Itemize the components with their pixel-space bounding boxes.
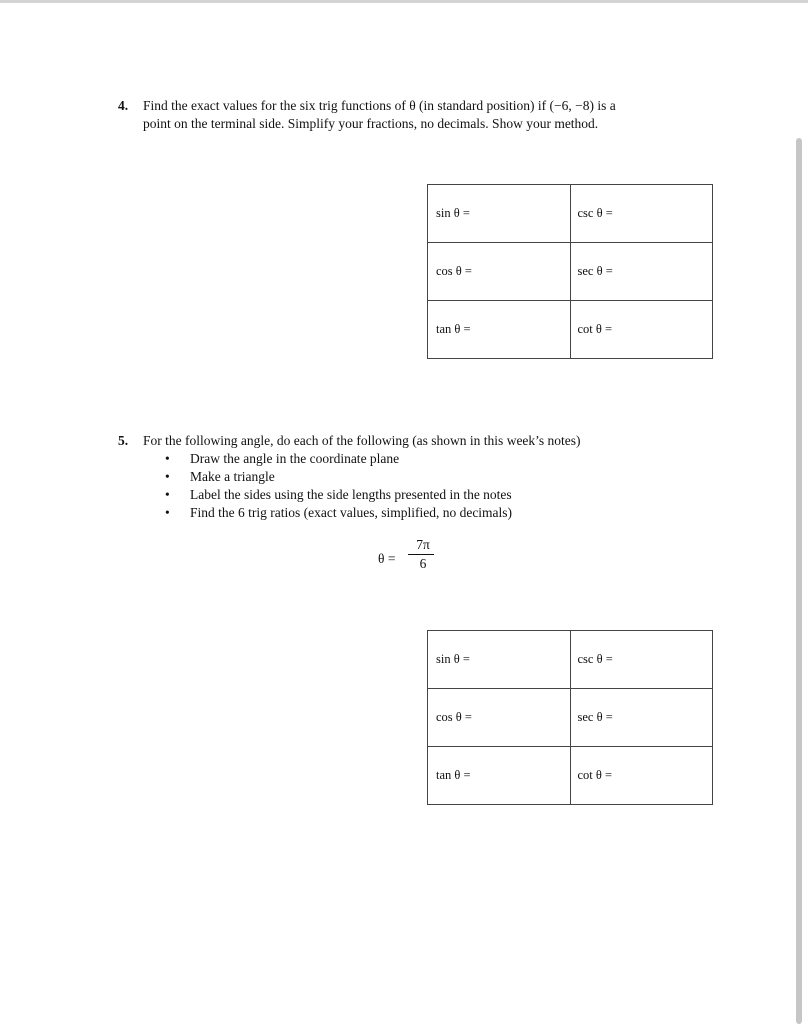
fraction-bar	[408, 554, 434, 555]
csc-cell[interactable]	[570, 631, 713, 689]
bullet-text: Label the sides using the side lengths presented in the notes	[190, 487, 512, 502]
bullet-icon: •	[165, 487, 170, 502]
bullet-icon: •	[165, 451, 170, 466]
cot-label: cot θ =	[577, 322, 613, 336]
question-5-line-1	[118, 432, 718, 450]
csc-label: csc θ =	[577, 206, 613, 220]
top-border	[0, 0, 808, 3]
trig-table-q5	[427, 630, 713, 805]
bullet-icon: •	[165, 469, 170, 484]
sin-cell[interactable]	[428, 185, 571, 243]
fraction-denominator: 6	[419, 556, 427, 571]
bullet-icon: •	[165, 505, 170, 520]
cot-label: cot θ =	[577, 768, 613, 782]
sec-cell[interactable]	[570, 689, 713, 747]
question-4-text-1: Find the exact values for the six trig functions of θ (in standard position) if (−6, −8) is a	[143, 98, 616, 113]
fraction	[408, 537, 434, 572]
sec-cell[interactable]	[570, 243, 713, 301]
sin-label: sin θ =	[436, 206, 470, 220]
question-5-bullets	[118, 450, 718, 522]
tan-cell[interactable]	[428, 747, 571, 805]
question-5	[118, 432, 718, 522]
cot-cell[interactable]	[570, 747, 713, 805]
csc-cell[interactable]	[570, 185, 713, 243]
cos-cell[interactable]	[428, 243, 571, 301]
cos-cell[interactable]	[428, 689, 571, 747]
vertical-scrollbar[interactable]	[796, 138, 802, 1024]
bullet-text: Find the 6 trig ratios (exact values, simplified, no decimals)	[190, 505, 513, 520]
fraction-numerator: 7π	[416, 537, 430, 552]
csc-label: csc θ =	[577, 652, 613, 666]
list-item	[165, 468, 718, 486]
trig-table-q4	[427, 184, 713, 359]
sin-cell[interactable]	[428, 631, 571, 689]
tan-label: tan θ =	[436, 322, 471, 336]
tan-label: tan θ =	[436, 768, 471, 782]
list-item	[165, 504, 718, 522]
bullet-text: Draw the angle in the coordinate plane	[190, 451, 400, 466]
sec-label: sec θ =	[577, 264, 613, 278]
question-5-intro: For the following angle, do each of the following (as shown in this week’s notes)	[143, 433, 581, 448]
equation-lhs: θ =	[378, 551, 396, 566]
sin-label: sin θ =	[436, 652, 470, 666]
question-4-line-1	[118, 97, 698, 115]
cos-label: cos θ =	[436, 710, 472, 724]
question-5-number: 5.	[118, 433, 129, 448]
cot-cell[interactable]	[570, 301, 713, 359]
question-4-text-2: point on the terminal side. Simplify your fractions, no decimals. Show your method.	[143, 116, 599, 131]
cos-label: cos θ =	[436, 264, 472, 278]
bullet-text: Make a triangle	[190, 469, 275, 484]
question-4-number: 4.	[118, 98, 129, 113]
list-item	[165, 486, 718, 504]
question-4	[118, 97, 698, 133]
tan-cell[interactable]	[428, 301, 571, 359]
sec-label: sec θ =	[577, 710, 613, 724]
list-item	[165, 450, 718, 468]
